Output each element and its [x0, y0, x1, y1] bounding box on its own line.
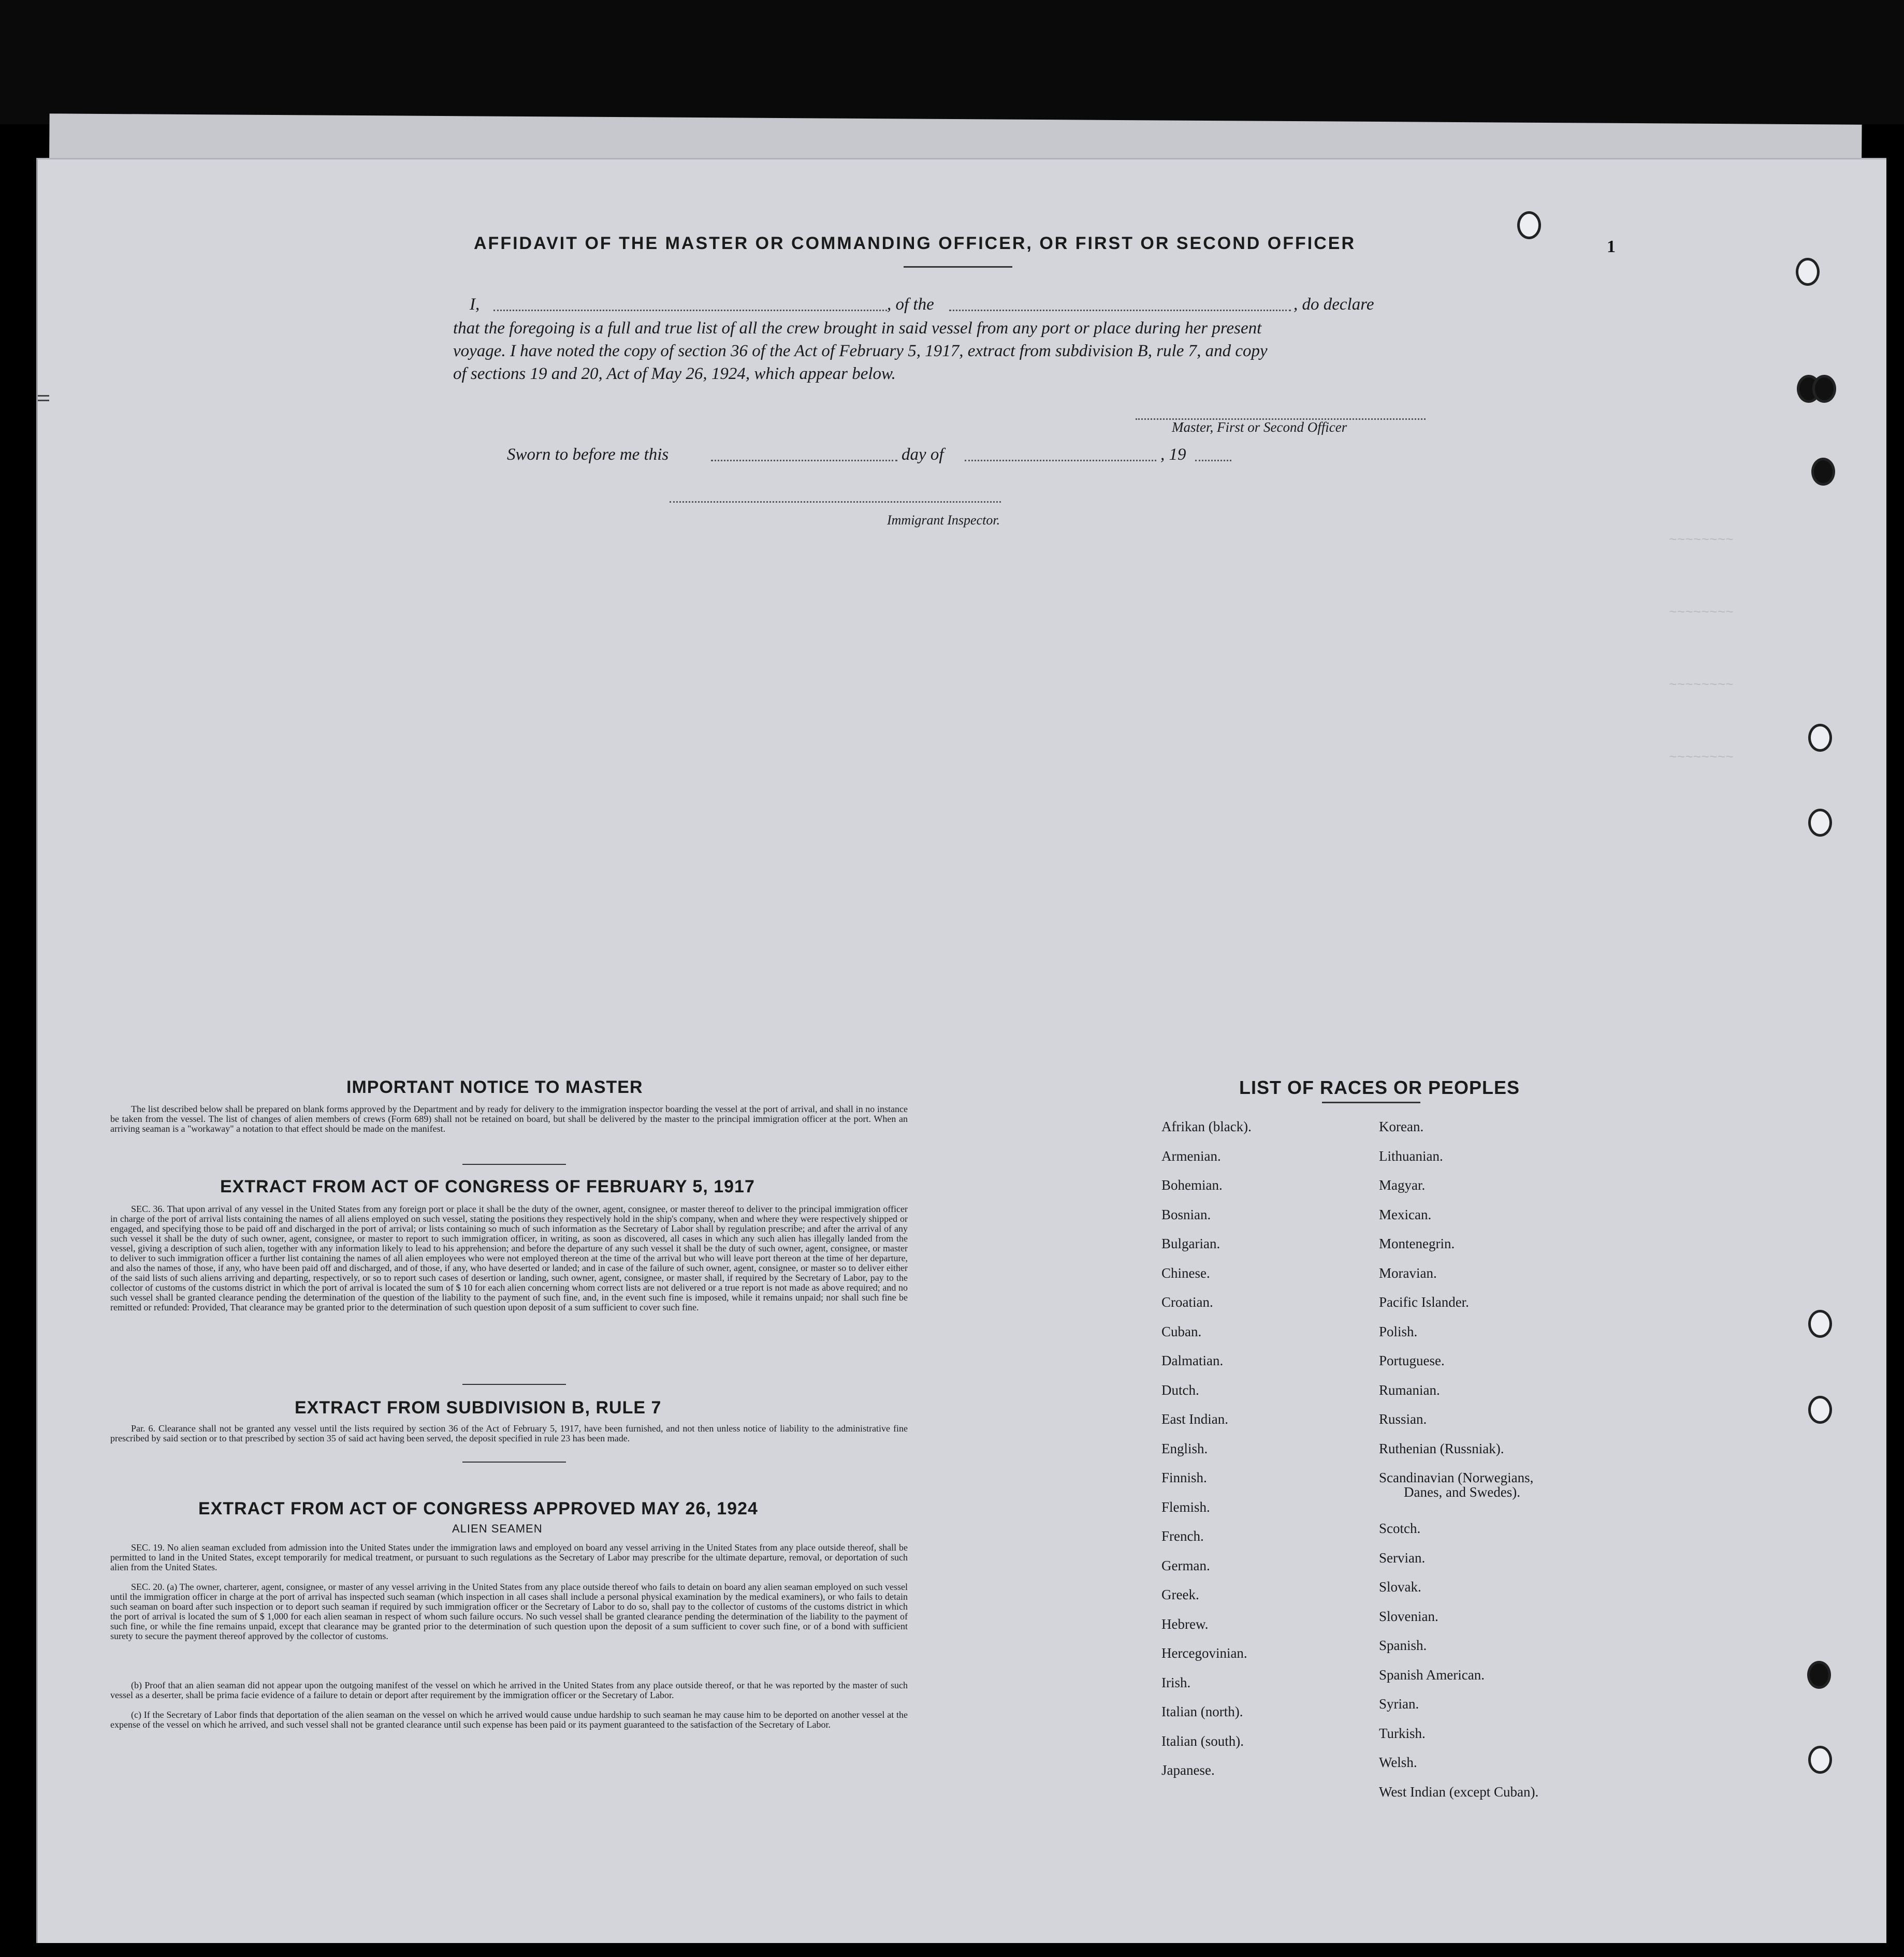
bleed-through-text: ~~~~~~~~ — [1669, 677, 1734, 693]
race-item: Scotch. — [1379, 1521, 1421, 1536]
race-item: Hebrew. — [1161, 1616, 1209, 1632]
race-item: French. — [1161, 1528, 1204, 1544]
race-item: Armenian. — [1161, 1148, 1221, 1164]
race-item: Chinese. — [1161, 1265, 1210, 1281]
race-item: Russian. — [1379, 1411, 1427, 1427]
race-item: Moravian. — [1379, 1265, 1437, 1281]
race-item: Spanish American. — [1379, 1667, 1485, 1683]
binding-hole — [1812, 375, 1836, 403]
race-item: West Indian (except Cuban). — [1379, 1784, 1539, 1800]
sworn-month-field[interactable] — [965, 460, 1156, 461]
binding-hole — [1808, 1396, 1832, 1424]
document-page — [36, 158, 1886, 1943]
margin-mark — [38, 395, 49, 397]
race-item: Dutch. — [1161, 1382, 1199, 1398]
binding-hole — [1808, 809, 1832, 837]
race-item: Afrikan (black). — [1161, 1119, 1252, 1134]
binding-hole — [1517, 211, 1541, 239]
binding-hole — [1807, 1661, 1831, 1689]
race-item: Slovenian. — [1379, 1608, 1438, 1624]
sworn-text: Sworn to before me this — [507, 445, 669, 464]
bleed-through-text: ~~~~~~~~ — [1669, 750, 1734, 765]
binding-hole — [1808, 1746, 1832, 1774]
race-item: Hercegovinian. — [1161, 1645, 1247, 1661]
race-item: Scandinavian (Norwegians, — [1379, 1470, 1534, 1485]
race-item: Finnish. — [1161, 1470, 1207, 1485]
race-item: Greek. — [1161, 1587, 1199, 1602]
affidavit-of-the: , of the — [887, 295, 934, 314]
corner-mark: 1 — [1607, 237, 1616, 256]
race-item: Polish. — [1379, 1323, 1418, 1339]
race-item: Italian (south). — [1161, 1733, 1244, 1749]
race-item: German. — [1161, 1557, 1210, 1573]
section-divider — [462, 1384, 566, 1385]
race-item: Korean. — [1379, 1119, 1424, 1134]
sec19-text: SEC. 19. No alien seaman excluded from admission into the United States under the immigration laws and employed on board any vessel arriving in the United States from any place outside thereof, shall be permitted to land in the United States, except temporarily for medical treatment, or pursuant to such regulations as the Secretary of Labor may prescribe for the ultimate departure, removal, or deportation of such alien from the United States. — [110, 1542, 908, 1572]
races-title-underline — [1322, 1102, 1420, 1103]
bleed-through-text: ~~~~~~~~ — [1669, 605, 1734, 620]
affidavit-line-4: of sections 19 and 20, Act of May 26, 1924, which appear below. — [453, 364, 896, 383]
binding-hole — [1796, 258, 1820, 286]
race-item: Mexican. — [1379, 1206, 1432, 1222]
binding-hole — [1808, 724, 1832, 752]
extract-1917-title: EXTRACT FROM ACT OF CONGRESS OF FEBRUARY 5, 1917 — [220, 1177, 755, 1196]
races-column-2 — [1379, 1112, 1538, 1806]
race-item: Danes, and Swedes). — [1404, 1484, 1520, 1500]
name-field[interactable] — [493, 310, 887, 311]
notice-title: IMPORTANT NOTICE TO MASTER — [346, 1077, 643, 1097]
race-item: Cuban. — [1161, 1323, 1202, 1339]
race-item: Welsh. — [1379, 1755, 1417, 1770]
race-item: Rumanian. — [1379, 1382, 1440, 1398]
race-item: Lithuanian. — [1379, 1148, 1443, 1164]
race-item: Croatian. — [1161, 1294, 1213, 1310]
race-item: Dalmatian. — [1161, 1353, 1224, 1368]
inspector-label: Immigrant Inspector. — [887, 513, 1000, 528]
affidavit-i: I, — [470, 295, 480, 314]
race-item: Slovak. — [1379, 1579, 1421, 1595]
race-item: Bohemian. — [1161, 1177, 1223, 1193]
race-item: Flemish. — [1161, 1499, 1210, 1515]
race-item: Montenegrin. — [1379, 1236, 1455, 1251]
affidavit-title: AFFIDAVIT OF THE MASTER OR COMMANDING OFFICER, OR FIRST OR SECOND OFFICER — [474, 233, 1356, 253]
year-text: , 19 — [1160, 445, 1186, 464]
alien-seamen-subtitle: ALIEN SEAMEN — [452, 1522, 543, 1535]
inspector-signature-field[interactable] — [670, 501, 1001, 503]
race-item: Italian (north). — [1161, 1704, 1243, 1719]
vessel-field[interactable] — [949, 310, 1291, 311]
race-item: Spanish. — [1379, 1638, 1427, 1653]
race-item: East Indian. — [1161, 1411, 1228, 1427]
extract-1917-text: SEC. 36. That upon arrival of any vessel in the United States from any foreign port or place it shall be the duty of the owner, agent, consignee, or master thereof to deliver to the principal immigration officer in charge of the port of arrival lists containing the names of all aliens employed on such vessel, stating the positions they respectively hold in the ship's company, when and where they were respectively shipped or engaged, and specifying those to be paid off and discharged in the port of arrival; or lists containing so much of such information as the Secretary of Labor shall by regulation prescribe; and after the arrival of any such vessel it shall be the duty of such owner, agent, consignee, or master to report to such immigration officer, in writing, as soon as discovered, all cases in which any such alien has illegally landed from the vessel, giving a description of such alien, together with any information likely to lead to his apprehension; and before the departure of any such vessel it shall be the duty of such owner, agent, consignee, or master to deliver to such immigration officer a further list containing the names of all alien employees who were not employed thereon at the time of the arrival but who will leave port thereon at the time of her departure, and also the names of those, if any, who have been paid off and discharged, and of those, if any, who have deserted or landed; and in case of the failure of such owner, agent, consignee, or master so to deliver either of the said lists of such aliens arriving and departing, respectively, or so to report such cases of desertion or landing, such owner, agent, consignee, or master shall, if required by the Secretary of Labor, pay to the collector of customs of the customs district in which the port of arrival is located the sum of $ 10 for each alien concerning whom correct lists are not delivered or a true report is not made as above required; and no such vessel shall be granted clearance pending the determination of the question of the liability to the payment of such fine, and, in the event such fine is imposed, while it remains unpaid; nor shall such fine be remitted or refunded: Provided, That clearance may be granted prior to the determination of such question upon deposit of a sum sufficient to cover such fine. — [110, 1204, 908, 1312]
sworn-day-field[interactable] — [711, 460, 897, 461]
scan-background — [0, 0, 1904, 124]
margin-mark — [38, 400, 49, 401]
rule7-text: Par. 6. Clearance shall not be granted any vessel until the lists required by section 36 of the Act of February 5, 1917, have been furnished, and not then unless notice of liability to the administrative fine prescribed by said section or to that prescribed by section 35 of said act having been served, the deposit specified in rule 23 has been made. — [110, 1423, 908, 1443]
affidavit-line-2: that the foregoing is a full and true list of all the crew brought in said vessel from any port or place during her present — [453, 319, 1262, 338]
races-title: LIST OF RACES OR PEOPLES — [1239, 1077, 1520, 1098]
title-underline — [904, 266, 1012, 268]
race-item: Ruthenian (Russniak). — [1379, 1440, 1504, 1456]
race-item: Pacific Islander. — [1379, 1294, 1469, 1310]
race-item: Japanese. — [1161, 1762, 1215, 1778]
sec20b-text: (b) Proof that an alien seaman did not appear upon the outgoing manifest of the vessel on which he arrived in the United States from any place outside thereof, or that he was reported by the master of such vessel as a deserter, shall be prima facie evidence of a failure to detain or deport after requirement by the immigration officer or the Secretary of Labor. — [110, 1680, 908, 1700]
race-item: Portuguese. — [1379, 1353, 1445, 1368]
sec20a-text: SEC. 20. (a) The owner, charterer, agent, consignee, or master of any vessel arriving in the United States from any place outside thereof who fails to detain on board any alien seaman employed on such vessel until the immigration officer in charge at the port of arrival has inspected such seaman (which inspection in all cases shall include a personal physical examination by the medical examiners), or who fails to detain such seaman on board after such inspection or to deport such seaman if required by such immigration officer or the Secretary of Labor to do so, shall pay to the collector of customs of the customs district in which the port of arrival is located the sum of $ 1,000 for each alien seaman in respect of whom such failure occurs. No such vessel shall be granted clearance pending the determination of the liability to the payment of such fine, or while the fine remains unpaid, except that clearance may be granted prior to the determination of such question upon the deposit of a sum sufficient to cover such fine, or of a bond with sufficient surety to secure the payment thereof approved by the collector of customs. — [110, 1582, 908, 1641]
race-item: Bulgarian. — [1161, 1236, 1220, 1251]
affidavit-line-3: voyage. I have noted the copy of section 36 of the Act of February 5, 1917, extract from subdivision B, rule 7, and copy — [453, 342, 1268, 360]
affidavit-declare: , do declare — [1293, 295, 1374, 314]
section-divider — [462, 1462, 566, 1463]
race-item: Turkish. — [1379, 1725, 1426, 1741]
bleed-through-text: ~~~~~~~~ — [1669, 532, 1734, 548]
race-item: Bosnian. — [1161, 1206, 1211, 1222]
race-item: English. — [1161, 1440, 1208, 1456]
race-item: Servian. — [1379, 1550, 1426, 1566]
extract-1924-title: EXTRACT FROM ACT OF CONGRESS APPROVED MAY 26, 1924 — [198, 1499, 758, 1518]
race-item: Irish. — [1161, 1674, 1191, 1690]
section-divider — [462, 1164, 566, 1165]
notice-text: The list described below shall be prepared on blank forms approved by the Department and by ready for delivery to the immigration inspector boarding the vessel at the port of arrival, and shall in no instance be taken from the vessel. The list of changes of alien members of crews (Form 689) shall not be retained on board, but shall be delivered by the master to the principal immigration officer at the port. When an arriving seaman is a "workaway" a notation to that effect should be made on the manifest. — [110, 1104, 908, 1134]
rule7-title: EXTRACT FROM SUBDIVISION B, RULE 7 — [295, 1398, 662, 1418]
race-item: Magyar. — [1379, 1177, 1426, 1193]
day-of-text: day of — [902, 445, 944, 464]
binding-hole — [1811, 458, 1835, 486]
race-item: Syrian. — [1379, 1696, 1419, 1712]
binding-hole — [1808, 1310, 1832, 1338]
signature-label: Master, First or Second Officer — [1172, 419, 1347, 435]
sec20c-text: (c) If the Secretary of Labor finds that deportation of the alien seaman on the vessel on which he arrived would cause undue hardship to such seaman he may cause him to be deported on another vessel at the expense of the vessel on which he arrived, and such vessel shall not be granted clearance until such expense has been paid or its payment guaranteed to the satisfaction of the Secretary of Labor. — [110, 1710, 908, 1730]
races-column-1 — [1161, 1112, 1252, 1785]
sworn-year-field[interactable] — [1195, 460, 1231, 461]
